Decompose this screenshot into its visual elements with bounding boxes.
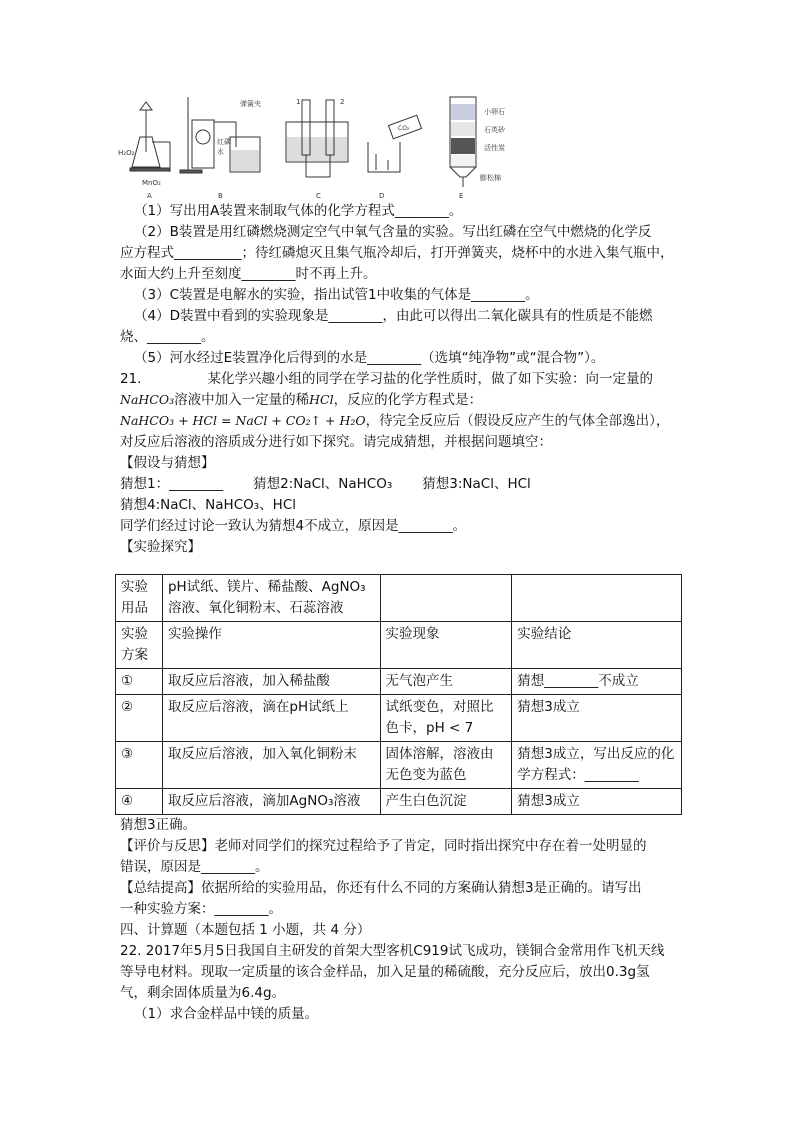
row-phenomenon: 固体溶解，溶液由无色变为蓝色 [380, 742, 512, 789]
conclusion-line: 猜想3正确。 [120, 817, 197, 833]
q21-intro-text: 某化学兴趣小组的同学在学习盐的化学性质时，做了如下实验：向一定量的 [207, 371, 653, 387]
q21-number: 21. [120, 371, 142, 387]
svg-text:H₂O₂: H₂O₂ [118, 149, 135, 157]
apparatus-figure [118, 92, 518, 202]
discussion-line: 同学们经过讨论一致认为猜想4不成立，原因是________。 [120, 518, 467, 534]
q20-part4-line2: 烧、________。 [120, 329, 215, 345]
formula-hcl: HCl [309, 392, 334, 407]
row-conclusion: 猜想3成立 [512, 695, 682, 742]
empty-cell [512, 575, 682, 622]
row-phenomenon: 无气泡产生 [380, 669, 512, 695]
reaction-equation: NaHCO₃ + HCl = NaCl + CO₂↑ + H₂O [120, 413, 366, 428]
svg-text:2: 2 [340, 98, 345, 106]
svg-text:小卵石: 小卵石 [484, 108, 505, 116]
q21-intro-text3: ，反应的化学方程式是： [333, 392, 483, 408]
hypothesis-line1 [120, 474, 531, 494]
row-conclusion: 猜想3成立，写出反应的化学方程式：________ [512, 742, 682, 789]
q20-part3: （3）C装置是电解水的实验，指出试管1中收集的气体是________。 [134, 287, 539, 303]
q21-intro-line2 [120, 390, 482, 410]
summary-line1: 【总结提高】依据所给的实验用品，你还有什么不同的方案确认猜想3是正确的。请写出 [120, 880, 642, 896]
row-phenomenon: 产生白色沉淀 [380, 789, 512, 815]
apparatus-a [118, 102, 170, 200]
experiment-heading: 【实验探究】 [120, 539, 201, 555]
svg-text:C: C [316, 192, 321, 200]
svg-text:E: E [459, 192, 464, 200]
q22-line1: 22. 2017年5月5日我国自主研发的首架大型客机C919试飞成功，镁铜合金常用作飞机天线 [120, 943, 665, 959]
header-plan: 实验方案 [116, 622, 163, 669]
q21-intro-line1 [120, 369, 653, 389]
table-row [116, 742, 682, 789]
svg-text:B: B [218, 192, 223, 200]
row-conclusion: 猜想3成立 [512, 789, 682, 815]
apparatus-b [180, 97, 261, 200]
row-number: ③ [116, 742, 163, 789]
q20-part2-line2: 应方程式__________；待红磷熄灭且集气瓶冷却后，打开弹簧夹，烧杯中的水进入集气瓶中， [120, 245, 674, 261]
apparatus-d [368, 115, 421, 200]
evaluation-line2: 错误，原因是________。 [120, 859, 269, 875]
row-phenomenon: 试纸变色，对照比色卡，pH < 7 [380, 695, 512, 742]
apparatus-e [450, 97, 506, 200]
svg-text:MnO₂: MnO₂ [142, 179, 161, 187]
q20-part5: （5）河水经过E装置净化后得到的水是________（选填“纯净物”或“混合物”）。 [134, 350, 605, 366]
q22-line3: 气，剩余固体质量为6.4g。 [120, 985, 286, 1001]
svg-text:弹簧夹: 弹簧夹 [240, 100, 261, 108]
table-row [116, 622, 682, 669]
q21-intro-line4: 对反应后溶液的溶质成分进行如下探究。请完成猜想，并根据问题填空： [120, 434, 552, 450]
svg-text:石英砂: 石英砂 [484, 126, 505, 134]
svg-text:膨松棉: 膨松棉 [480, 174, 501, 182]
q21-intro-text4: ，待完全反应后（假设反应产生的气体全部逸出）， [365, 413, 670, 429]
row-operation: 取反应后溶液，滴在pH试纸上 [162, 695, 380, 742]
empty-cell [380, 575, 512, 622]
q22-part1: （1）求合金样品中镁的质量。 [134, 1006, 319, 1022]
svg-text:CO₂: CO₂ [398, 125, 410, 132]
row-operation: 取反应后溶液，滴加AgNO₃溶液 [162, 789, 380, 815]
summary-line2: 一种实验方案：________。 [120, 901, 282, 917]
svg-text:水: 水 [217, 148, 224, 156]
svg-text:A: A [147, 192, 152, 200]
q20-part1: （1）写出用A装置来制取气体的化学方程式________。 [134, 203, 463, 219]
svg-text:D: D [379, 192, 385, 200]
experiment-table [115, 574, 682, 815]
hypothesis-heading: 【假设与猜想】 [120, 455, 215, 471]
row-number: ④ [116, 789, 163, 815]
header-phenomenon: 实验现象 [380, 622, 512, 669]
q20-part2-line1: （2）B装置是用红磷燃烧测定空气中氧气含量的实验。写出红磷在空气中燃烧的化学反 [134, 224, 652, 240]
row-number: ② [116, 695, 163, 742]
header-conclusion: 实验结论 [512, 622, 682, 669]
evaluation-line1: 【评价与反思】老师对同学们的探究过程给予了肯定，同时指出探究中存在着一处明显的 [120, 838, 647, 854]
row-operation: 取反应后溶液，加入稀盐酸 [162, 669, 380, 695]
hypothesis-3: 猜想3:NaCl、HCl [422, 476, 531, 492]
q20-part4-line1: （4）D装置中看到的实验现象是________，由此可以得出二氧化碳具有的性质是不能燃 [134, 308, 653, 324]
row-conclusion: 猜想________不成立 [512, 669, 682, 695]
q21-intro-text2: 溶液中加入一定量的稀 [174, 392, 310, 408]
materials-list: pH试纸、镁片、稀盐酸、AgNO₃溶液、氧化铜粉末、石蕊溶液 [162, 575, 380, 622]
header-operation: 实验操作 [162, 622, 380, 669]
section-heading: 四、计算题（本题包括 1 小题，共 4 分） [120, 922, 371, 938]
q20-part2-line3: 水面大约上升至刻度________时不再上升。 [120, 266, 377, 282]
q21-equation-line [120, 411, 669, 431]
table-row [116, 575, 682, 622]
table-row [116, 789, 682, 815]
table-row [116, 669, 682, 695]
svg-text:红磷: 红磷 [217, 138, 231, 146]
hypothesis-1: 猜想1：________ [120, 476, 224, 492]
materials-header: 实验用品 [116, 575, 163, 622]
formula-nahco3: NaHCO₃ [120, 392, 175, 407]
row-operation: 取反应后溶液，加入氧化铜粉末 [162, 742, 380, 789]
svg-text:活性炭: 活性炭 [484, 144, 505, 152]
table-row [116, 695, 682, 742]
q22-line2: 等导电材料。现取一定质量的该合金样品，加入足量的稀硫酸，充分反应后，放出0.3g氢 [120, 964, 650, 980]
row-number: ① [116, 669, 163, 695]
hypothesis-4: 猜想4:NaCl、NaHCO₃、HCl [120, 497, 297, 513]
hypothesis-2: 猜想2:NaCl、NaHCO₃ [253, 476, 393, 492]
svg-text:1: 1 [296, 98, 301, 106]
apparatus-c [286, 98, 348, 200]
